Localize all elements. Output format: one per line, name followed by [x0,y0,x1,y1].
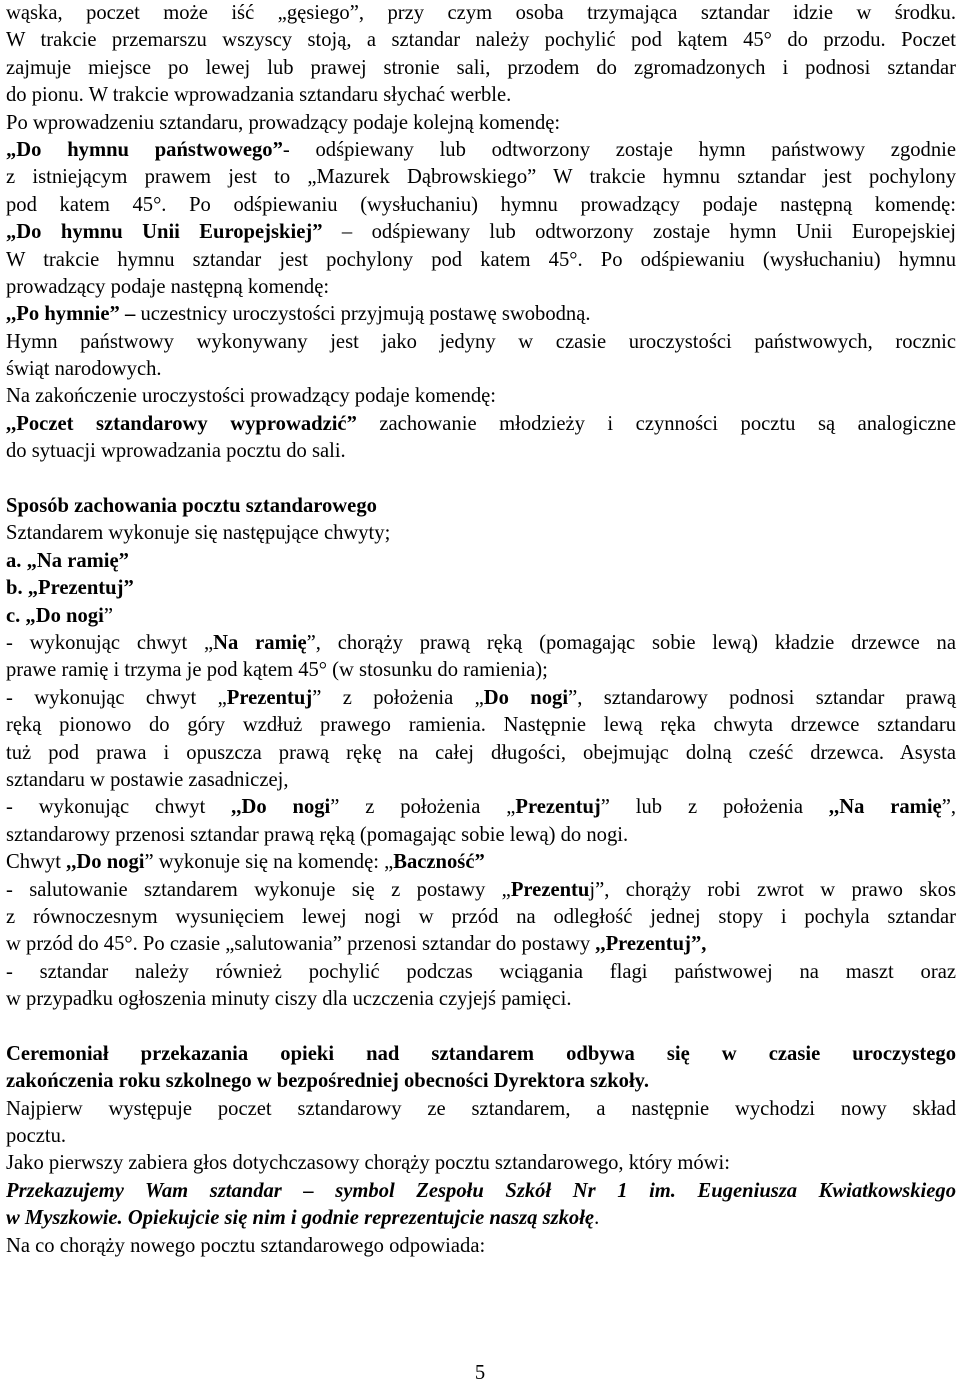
text-run: - salutowanie sztandarem wykonuje się z postawy „ [6,878,511,901]
text-run: ” wykonuje się na komendę: „ [144,851,394,874]
text-run: Hymn państwowy wykonywany jest jako jedyny w czasie uroczystości państwowych, rocznic [6,330,956,353]
bold-text: Prezentuj [515,796,601,819]
page-number: 5 [474,1362,486,1384]
text-run: ” [103,604,113,627]
text-run: prowadzący podaje następną komendę: [6,275,330,298]
bold-text: ,,Po hymnie” – [6,303,136,326]
bold-text: „Do hymnu Unii Europejskiej” [6,221,323,244]
paragraph-spacer [6,466,956,493]
text-line [6,301,956,328]
text-line [6,548,956,575]
bold-text: b. „Prezentuj” [6,577,134,600]
text-line [6,630,956,657]
text-run: z równoczesnym wysunięciem lewej nogi w przód na odległość jednej stopy i pochyla sztandar [6,905,956,928]
text-run: pocztu. [6,1125,67,1148]
text-line [6,575,956,602]
text-line [6,520,956,547]
text-line [6,1178,956,1205]
text-line [6,82,956,109]
text-run: w przypadku ogłoszenia minuty ciszy dla uczczenia czyjejś pamięci. [6,988,572,1011]
text-run: ręką pionowo do góry wzdłuż prawego ramienia. Następnie lewą ręka chwyta drzewce sztandaru [6,714,956,737]
text-run: Najpierw występuje poczet sztandarowy ze sztandarem, a następnie wychodzi nowy skład [6,1097,956,1120]
text-run: Na zakończenie uroczystości prowadzący podaje komendę: [6,385,497,408]
text-line [6,411,956,438]
text-line [6,383,956,410]
text-run: Chwyt [6,851,67,874]
text-line [6,274,956,301]
bold-text: c. „Do nogi [6,604,104,627]
text-run: ”, chorąży prawą ręką (pomagając sobie lewą) kładzie drzewce na [306,631,956,654]
text-line [6,603,956,630]
text-run: - sztandar należy również pochylić podczas wciągania flagi państwowej na maszt oraz [6,960,956,983]
text-line [6,904,956,931]
bold-text: zakończenia roku szkolnego w bezpośredniej obecności Dyrektora szkoły. [6,1070,649,1093]
text-run: prawe ramię i trzyma je pod kątem 45° (w stosunku do ramienia); [6,659,548,682]
text-run: - wykonując chwyt [6,796,232,819]
bold-text: ,,Prezentuj”, [595,933,707,956]
bold-text: Prezentuj [226,686,313,709]
text-run: - wykonując chwyt „ [6,631,214,654]
text-line [6,767,956,794]
text-run: . [594,1207,600,1230]
bold-text: w Myszkowie. Opiekujcie się nim i godnie reprezentujcie naszą szkołę [6,1207,595,1230]
text-run: Jako pierwszy zabiera głos dotychczasowy chorąży pocztu sztandarowego, który mówi: [6,1152,730,1175]
text-line [6,219,956,246]
text-run: pod katem 45°. Po odśpiewaniu (wysłuchaniu) hymnu prowadzący podaje następną komendę: [6,193,956,216]
bold-text: Prezentu [510,878,590,901]
text-run: zachowanie młodzieży i czynności pocztu są analogiczne [356,412,956,435]
text-run: - wykonując chwyt „ [6,686,227,709]
text-run: W trakcie hymnu sztandar jest pochylony pod katem 45°. Po odśpiewaniu (wysłuchaniu) hymnu [6,248,956,271]
text-line [6,356,956,383]
text-run: Po wprowadzeniu sztandaru, prowadzący podaje kolejną komendę: [6,111,561,134]
text-run: sztandarowy przenosi sztandar prawą ręką (pomagając sobie lewą) do nogi. [6,823,629,846]
text-run: do pionu. W trakcie wprowadzania sztandaru słychać werble. [6,84,512,107]
text-line [6,712,956,739]
text-run: – odśpiewany lub odtworzony zostaje hymn Unii Europejskiej [322,221,956,244]
text-line [6,1205,956,1232]
text-run: sztandaru w postawie zasadniczej, [6,768,289,791]
bold-text: Do nogi [483,686,569,709]
bold-text: Baczność” [393,851,485,874]
bold-text: Na ramię [213,631,307,654]
text-line [6,1041,956,1068]
text-run: tuż pod prawa i opuszcza prawą rękę na całej długości, obejmując dolną cześć drzewca. Asysta [6,741,956,764]
text-line [6,493,956,520]
text-run: do sytuacji wprowadzania pocztu do sali. [6,440,346,463]
text-line [6,877,956,904]
text-run: ” z położenia „ [330,796,516,819]
text-line [6,1150,956,1177]
bold-text: ,,Poczet sztandarowy wyprowadzić” [6,412,357,435]
bold-text: a. „Na ramię” [6,549,129,572]
text-line [6,1068,956,1095]
text-line [6,931,956,958]
text-run: W trakcie przemarszu wszyscy stoją, a sztandar należy pochylić pod kątem 45° do przodu. Poczet [6,29,956,52]
text-line [6,986,956,1013]
text-run: j”, chorąży robi zwrot w prawo skos [589,878,956,901]
text-line [6,959,956,986]
text-line [6,849,956,876]
text-line [6,329,956,356]
text-line [6,794,956,821]
text-run: w przód do 45°. Po czasie „salutowania” przenosi sztandar do postawy [6,933,596,956]
bold-text: Sposób zachowania pocztu sztandarowego [6,495,377,518]
text-line [6,822,956,849]
bold-text: ,,Do nogi [66,851,145,874]
text-run: Sztandarem wykonuje się następujące chwyty; [6,522,391,545]
text-line [6,110,956,137]
text-run: zajmuje miejsce po lewej lub prawej stronie sali, przodem do zgromadzonych i podnosi sztandar [6,56,956,79]
text-run: - odśpiewany lub odtworzony zostaje hymn państwowy zgodnie [282,138,956,161]
text-run: ”, [941,796,956,819]
text-line [6,740,956,767]
bold-text: „Do hymnu państwowego” [6,138,283,161]
bold-text: ,,Do nogi [231,796,331,819]
text-run: uczestnicy uroczystości przyjmują postawę swobodną. [135,303,591,326]
bold-text: Ceremoniał przekazania opieki nad sztandarem odbywa się w czasie uroczystego [6,1042,956,1065]
text-run: wąska, poczet może iść „gęsiego”, przy czym osoba trzymająca sztandar idzie w środku. [6,2,956,24]
text-line [6,164,956,191]
text-run: Na co chorąży nowego pocztu sztandarowego odpowiada: [6,1234,486,1257]
text-line [6,192,956,219]
text-run: ” z położenia „ [312,686,484,709]
text-line [6,247,956,274]
document-page [6,0,956,1260]
paragraph-spacer [6,1013,956,1040]
text-line [6,137,956,164]
text-line [6,0,956,27]
text-line [6,438,956,465]
text-line [6,55,956,82]
text-line [6,27,956,54]
text-run: z istniejącym prawem jest to „Mazurek Dąbrowskiego” W trakcie hymnu sztandar jest pochylony [6,166,956,189]
text-line [6,1123,956,1150]
text-line [6,1233,956,1260]
text-run: świąt narodowych. [6,358,162,381]
bold-text: ,,Na ramię [828,796,942,819]
text-run: ” lub z położenia [600,796,829,819]
text-line [6,685,956,712]
text-line [6,1096,956,1123]
bold-text: Przekazujemy Wam sztandar – symbol Zespołu Szkół Nr 1 im. Eugeniusza Kwiatkowskiego [6,1179,956,1202]
text-line [6,657,956,684]
text-run: ”, sztandarowy podnosi sztandar prawą [568,686,957,709]
